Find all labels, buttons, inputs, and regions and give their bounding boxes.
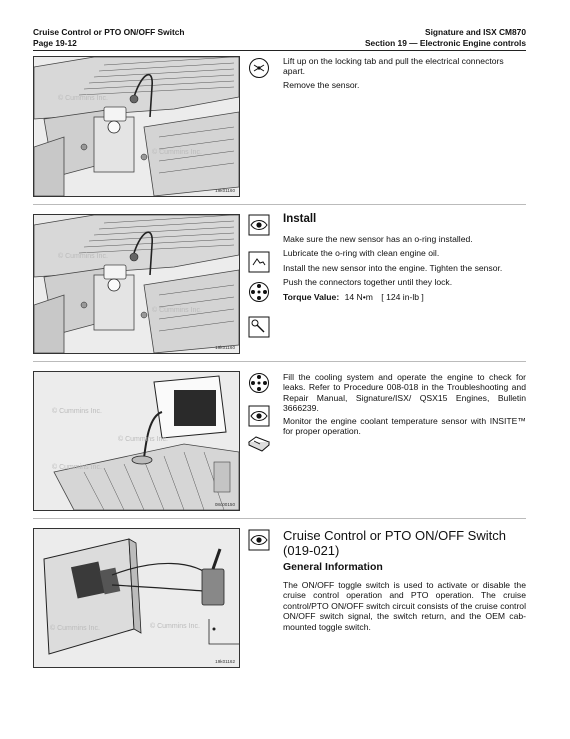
- disconnect-icon: [248, 57, 270, 79]
- inspect-eye-icon: [248, 529, 270, 551]
- general-information-body: The ON/OFF toggle switch is used to activate or disable the cruise control operation and PTO operation. The cruise control/PTO ON/OFF switch circuit consists of the cruise control ON/OFF switch signal, the switch return, and the OEM cab-mounted toggle switch.: [283, 580, 526, 632]
- inspect-eye-icon: [248, 405, 270, 427]
- monitor-instruction: Monitor the engine coolant temperature sensor with INSITE™ for proper operation.: [283, 415, 526, 437]
- copyright-watermark: © Cummins Inc.: [150, 623, 200, 630]
- step-divider: [33, 361, 526, 362]
- page-header-left: [33, 27, 185, 49]
- step1-line2: Remove the sensor.: [283, 79, 360, 90]
- fill-coolant-instruction: Fill the cooling system and operate the engine to check for leaks. Refer to Procedure 008-018 in the Troubleshooting and Repair Manual, Signature/ISX/ QSX15 Engines, Bulletin 3666239.: [283, 372, 526, 414]
- install-heading: Install: [283, 213, 317, 225]
- figure-code: 08c00150: [214, 502, 235, 507]
- copyright-watermark: © Cummins Inc.: [152, 307, 202, 314]
- figure-install-sensor: [33, 214, 240, 354]
- figure-fill-coolant: [33, 371, 240, 511]
- copyright-watermark: © Cummins Inc.: [152, 149, 202, 156]
- page-number: Page 19-12: [33, 38, 77, 48]
- copyright-watermark: © Cummins Inc.: [50, 625, 100, 632]
- install-step: Install the new sensor into the engine. Tighten the sensor.: [283, 262, 503, 273]
- figure-code: 19k01160: [215, 188, 235, 193]
- step-divider: [33, 204, 526, 205]
- figure-code: 19k01160: [215, 345, 235, 350]
- step3-text: [283, 372, 526, 436]
- header-section: Section 19 — Electronic Engine controls: [364, 38, 526, 48]
- install-step: Lubricate the o-ring with clean engine oil.: [283, 248, 440, 259]
- step1-line1: Lift up on the locking tab and pull the electrical connectors apart.: [283, 56, 504, 77]
- section-title: Cruise Control or PTO ON/OFF Switch (019-021): [283, 528, 506, 558]
- lubricate-oil-icon: [248, 251, 270, 273]
- engine-illustration: [34, 57, 239, 196]
- torque-wrench-icon: [248, 316, 270, 338]
- ecm-switch-illustration: [34, 529, 239, 667]
- figure-code: 19k01162: [215, 659, 235, 664]
- copyright-watermark: © Cummins Inc.: [52, 464, 102, 471]
- general-information-heading: General Information: [283, 561, 383, 573]
- install-steps: [283, 234, 526, 302]
- header-rule: [33, 50, 526, 51]
- install-step: Make sure the new sensor has an o-ring installed.: [283, 234, 473, 244]
- install-wrench-icon: [248, 281, 270, 303]
- torque-label: Torque Value:: [283, 291, 340, 302]
- header-product: Signature and ISX CM870: [425, 27, 526, 37]
- service-tool-icon: [248, 436, 270, 452]
- section-divider: [33, 518, 526, 519]
- copyright-watermark: © Cummins Inc.: [58, 253, 108, 260]
- inspect-eye-icon: [248, 214, 270, 236]
- torque-alt: [ 124 in-lb ]: [381, 291, 424, 302]
- install-step: Push the connectors together until they lock.: [283, 277, 453, 288]
- copyright-watermark: © Cummins Inc.: [52, 408, 102, 415]
- figure-remove-sensor: [33, 56, 240, 197]
- torque-value: 14 N•m: [344, 291, 373, 302]
- step1-text: [283, 56, 526, 90]
- page-header-right: [365, 27, 526, 49]
- header-title: Cruise Control or PTO ON/OFF Switch: [33, 27, 185, 37]
- copyright-watermark: © Cummins Inc.: [118, 436, 168, 443]
- torque-spec: [283, 292, 526, 302]
- engine-illustration: [34, 215, 239, 353]
- copyright-watermark: © Cummins Inc.: [58, 95, 108, 102]
- figure-ecm-toggle-switch: [33, 528, 240, 668]
- operate-engine-icon: [248, 372, 270, 394]
